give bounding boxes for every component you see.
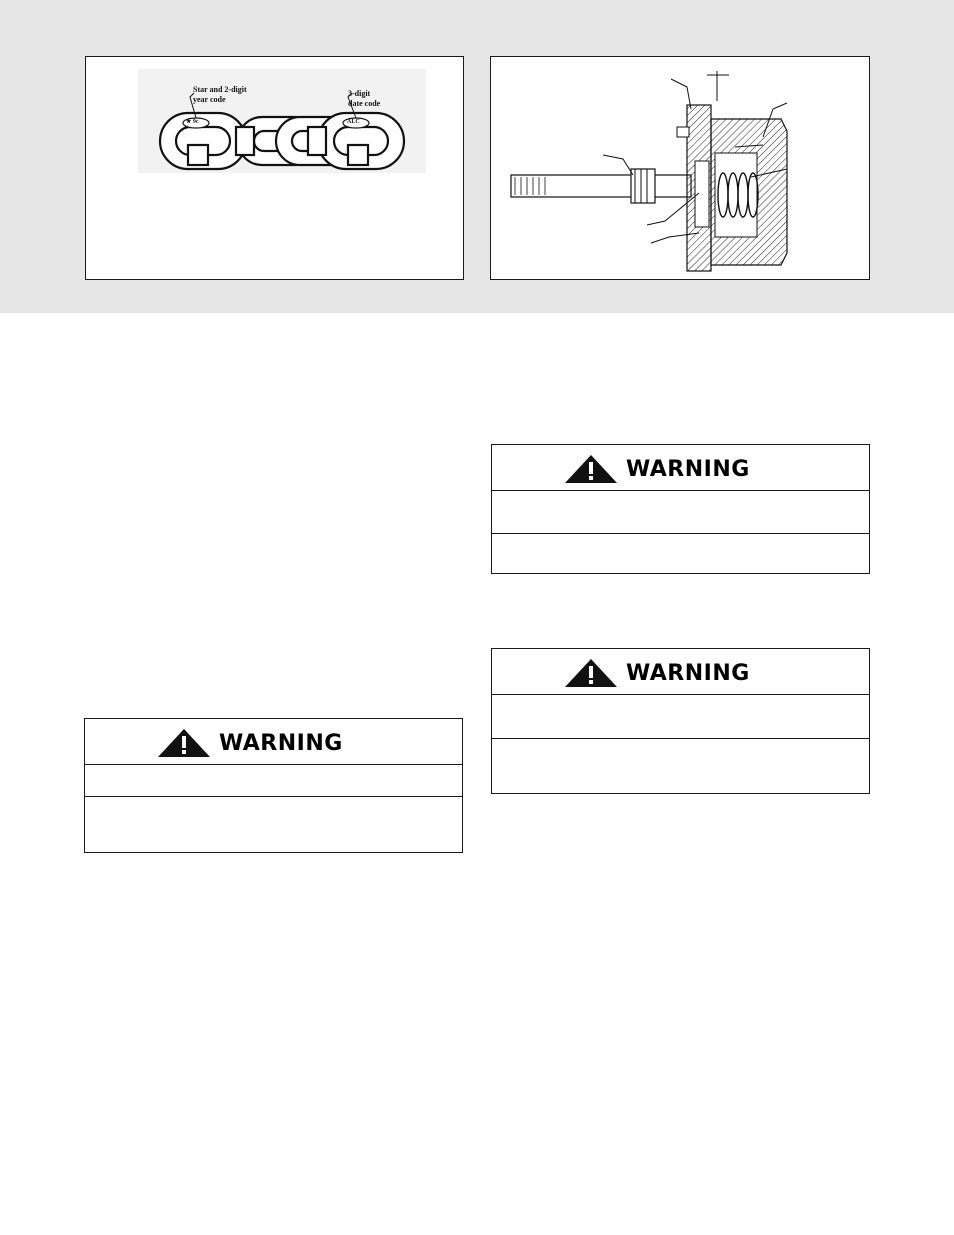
warning-row [85, 797, 462, 853]
brake-section-figure [490, 56, 870, 280]
chain-figure [85, 56, 464, 280]
warning-heading: WARNING [626, 661, 750, 686]
warning-row [85, 765, 462, 797]
chain-illustration [86, 57, 463, 279]
brake-section-drawing [491, 57, 869, 279]
warning-triangle-icon [157, 728, 211, 758]
year-code-label: Star and 2-digit year code [193, 85, 247, 104]
warning-header [492, 445, 869, 491]
warning-triangle-icon [564, 658, 618, 688]
warning-heading: WARNING [626, 457, 750, 482]
warning-row [492, 534, 869, 574]
warning-box-right-1 [491, 444, 870, 574]
warning-header [492, 649, 869, 695]
warning-box-right-2 [491, 648, 870, 794]
warning-row [492, 695, 869, 739]
warning-header [85, 719, 462, 765]
warning-row [492, 491, 869, 534]
year-stamp: ★ 9c [186, 119, 199, 125]
warning-heading: WARNING [219, 731, 343, 756]
warning-box-left [84, 718, 463, 853]
date-code-label: 3-digit date code [348, 89, 381, 108]
date-stamp: ALC [347, 119, 360, 125]
warning-row [492, 739, 869, 795]
warning-triangle-icon [564, 454, 618, 484]
